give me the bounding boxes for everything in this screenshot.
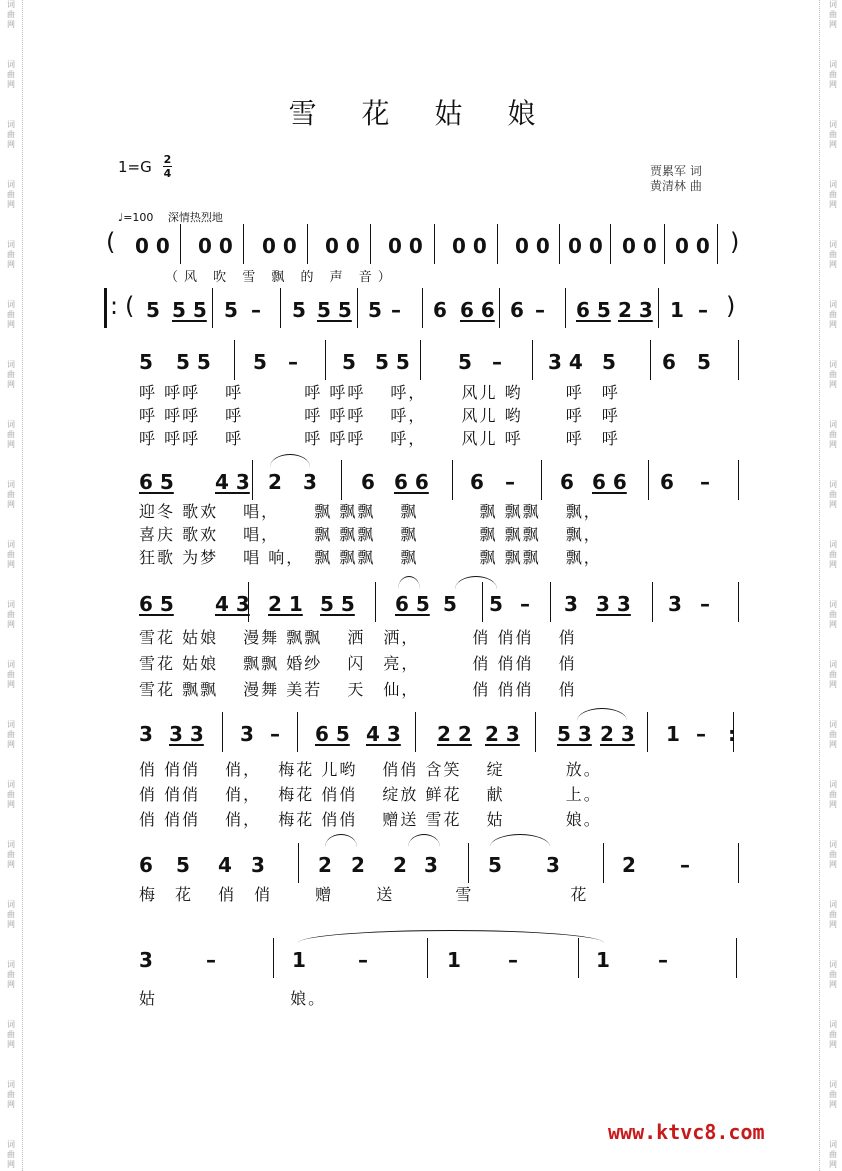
lyric-line: 雪花 姑娘 漫舞 飘飘 洒 洒， 俏 俏俏 俏 <box>139 628 577 647</box>
bar-line <box>297 712 298 752</box>
note: : <box>728 722 736 746</box>
paren-glyph: ( <box>125 292 135 320</box>
note: 2 <box>318 853 332 877</box>
watermark-text: 词 曲 网 <box>829 960 837 989</box>
site-logo: www.ktvc8.com <box>608 1120 765 1144</box>
note: 0 0 <box>388 234 423 258</box>
note: 5 5 <box>375 350 410 374</box>
watermark-text: 词 曲 网 <box>7 1140 15 1169</box>
note: 5 <box>224 298 238 322</box>
watermark-text: 词 曲 网 <box>7 120 15 149</box>
bar-line <box>452 460 453 500</box>
note: 5 <box>697 350 711 374</box>
watermark-text: 词 曲 网 <box>7 540 15 569</box>
tie-arc <box>325 834 357 847</box>
note: 6 5 <box>139 470 174 494</box>
bar-line <box>610 224 611 264</box>
note: 0 0 <box>325 234 360 258</box>
bar-line <box>603 843 604 883</box>
bar-line <box>648 460 649 500</box>
watermark-text: 词 曲 网 <box>829 720 837 749</box>
note: 6 <box>433 298 447 322</box>
watermark-text: 词 曲 网 <box>829 60 837 89</box>
note: 2 <box>393 853 407 877</box>
lyric-line: 俏 俏俏 俏， 梅花 俏俏 绽放 鲜花 献 上。 <box>139 785 602 804</box>
note: 3 <box>546 853 560 877</box>
note: – <box>391 298 401 322</box>
note: 6 5 <box>139 592 174 616</box>
note: 3 <box>240 722 254 746</box>
note: 6 6 <box>394 470 429 494</box>
bar-line <box>252 460 253 500</box>
lyric-line: 雪花 姑娘 飘飘 婚纱 闪 亮， 俏 俏俏 俏 <box>139 654 577 673</box>
bar-line <box>664 224 665 264</box>
note: 5 <box>488 853 502 877</box>
note: 2 1 <box>268 592 303 616</box>
song-title: 雪 花 姑 娘 <box>288 97 554 130</box>
note: – <box>492 350 502 374</box>
note: 0 0 <box>568 234 603 258</box>
tie-arc <box>298 930 604 943</box>
watermark-text: 词 曲 网 <box>7 300 15 329</box>
bar-line <box>222 712 223 752</box>
tie-arc <box>398 576 420 589</box>
paren-glyph: : <box>110 292 119 320</box>
note: 5 <box>146 298 160 322</box>
bar-line <box>535 712 536 752</box>
note: 2 <box>351 853 365 877</box>
bar-line <box>415 712 416 752</box>
note: 5 <box>602 350 616 374</box>
bar-line <box>559 224 560 264</box>
right-watermark-strip <box>819 0 842 1171</box>
note: 4 <box>218 853 232 877</box>
lyric-line: 俏 俏俏 俏， 梅花 儿哟 俏俏 含笑 绽 放。 <box>139 760 602 779</box>
intro-subtitle: （风 吹 雪 飘 的 声 音） <box>165 270 397 285</box>
bar-line <box>422 288 423 328</box>
bar-line <box>212 288 213 328</box>
note: – <box>270 722 280 746</box>
paren-glyph: ) <box>730 228 740 256</box>
watermark-text: 词 曲 网 <box>829 600 837 629</box>
note: 3 <box>668 592 682 616</box>
lyricist-credit: 贾累军 词 <box>650 164 702 178</box>
bar-line <box>307 224 308 264</box>
note: 6 <box>510 298 524 322</box>
bar-line <box>738 460 739 500</box>
note: – <box>658 948 668 972</box>
bar-line <box>357 288 358 328</box>
note: 0 0 <box>452 234 487 258</box>
note: 1 <box>670 298 684 322</box>
time-sig-bottom: 4 <box>163 167 172 180</box>
bar-line <box>738 843 739 883</box>
left-watermark-strip <box>0 0 23 1171</box>
bar-line <box>717 224 718 264</box>
note: – <box>508 948 518 972</box>
bar-line <box>234 340 235 380</box>
note: 6 5 <box>576 298 611 322</box>
watermark-text: 词 曲 网 <box>829 0 837 29</box>
lyric-line: 狂歌 为梦 唱 响， 飘 飘飘 飘 飘 飘飘 飘， <box>139 548 602 567</box>
watermark-text: 词 曲 网 <box>829 840 837 869</box>
note: 5 5 <box>172 298 207 322</box>
note: 2 3 <box>618 298 653 322</box>
note: 4 3 <box>366 722 401 746</box>
bar-line <box>652 582 653 622</box>
repeat-bar <box>104 288 107 328</box>
bar-line <box>280 288 281 328</box>
watermark-text: 词 曲 网 <box>7 480 15 509</box>
note: 3 <box>139 948 153 972</box>
note: 5 5 <box>317 298 352 322</box>
note: – <box>358 948 368 972</box>
bar-line <box>248 582 249 622</box>
bar-line <box>420 340 421 380</box>
note: 3 <box>251 853 265 877</box>
note: 2 2 <box>437 722 472 746</box>
watermark-text: 词 曲 网 <box>7 240 15 269</box>
note: 5 <box>443 592 457 616</box>
bar-line <box>273 938 274 978</box>
bar-line <box>341 460 342 500</box>
time-sig-top: 2 <box>163 153 172 166</box>
note: 5 <box>489 592 503 616</box>
note: 4 3 <box>215 592 250 616</box>
watermark-text: 词 曲 网 <box>829 240 837 269</box>
composer-credit: 黄清林 曲 <box>650 179 702 193</box>
watermark-text: 词 曲 网 <box>829 420 837 449</box>
paren-glyph: ) <box>726 292 736 320</box>
note: 3 <box>139 722 153 746</box>
watermark-text: 词 曲 网 <box>7 720 15 749</box>
note: – <box>251 298 261 322</box>
note: 6 6 <box>592 470 627 494</box>
bar-line <box>738 340 739 380</box>
note: – <box>520 592 530 616</box>
bar-line <box>370 224 371 264</box>
note: 5 <box>253 350 267 374</box>
note: 2 3 <box>600 722 635 746</box>
tie-arc <box>490 834 550 847</box>
note: 3 3 <box>596 592 631 616</box>
note: 5 <box>342 350 356 374</box>
watermark-text: 词 曲 网 <box>829 480 837 509</box>
watermark-text: 词 曲 网 <box>829 1140 837 1169</box>
bar-line <box>427 938 428 978</box>
bar-line <box>736 938 737 978</box>
watermark-text: 词 曲 网 <box>7 780 15 809</box>
note: 3 3 <box>169 722 204 746</box>
watermark-text: 词 曲 网 <box>7 0 15 29</box>
watermark-text: 词 曲 网 <box>7 60 15 89</box>
bar-line <box>375 582 376 622</box>
tie-arc <box>270 454 310 467</box>
bar-line <box>468 843 469 883</box>
bar-line <box>733 712 734 752</box>
note: 5 <box>368 298 382 322</box>
note: – <box>700 470 710 494</box>
bar-line <box>497 224 498 264</box>
note: 6 <box>470 470 484 494</box>
bar-line <box>532 340 533 380</box>
note: – <box>698 298 708 322</box>
bar-line <box>738 582 739 622</box>
lyric-line: 俏 俏俏 俏， 梅花 俏俏 赠送 雪花 姑 娘。 <box>139 810 602 829</box>
lyric-line: 呼 呼呼 呼 呼 呼呼 呼， 风儿 哟 呼 呼 <box>139 406 620 425</box>
lyric-line: 迎冬 歌欢 唱， 飘 飘飘 飘 飘 飘飘 飘， <box>139 502 602 521</box>
bar-line <box>565 288 566 328</box>
bar-line <box>298 843 299 883</box>
note: 3 <box>564 592 578 616</box>
note: 5 <box>292 298 306 322</box>
note: 1 <box>596 948 610 972</box>
note: – <box>700 592 710 616</box>
note: 6 <box>560 470 574 494</box>
bar-line <box>499 288 500 328</box>
watermark-text: 词 曲 网 <box>829 780 837 809</box>
note: 3 <box>424 853 438 877</box>
bar-line <box>541 460 542 500</box>
lyric-line: 姑 娘。 <box>139 989 327 1008</box>
watermark-text: 词 曲 网 <box>829 660 837 689</box>
tempo-marking: ♩=100 深情热烈地 <box>118 211 223 224</box>
note: 5 <box>458 350 472 374</box>
tie-arc <box>408 834 440 847</box>
note: 0 0 <box>198 234 233 258</box>
note: 0 0 <box>515 234 550 258</box>
bar-line <box>647 712 648 752</box>
bar-line <box>658 288 659 328</box>
note: 5 5 <box>176 350 211 374</box>
watermark-text: 词 曲 网 <box>829 120 837 149</box>
watermark-text: 词 曲 网 <box>7 900 15 929</box>
lyric-line: 喜庆 歌欢 唱， 飘 飘飘 飘 飘 飘飘 飘， <box>139 525 602 544</box>
note: 0 0 <box>622 234 657 258</box>
watermark-text: 词 曲 网 <box>7 1080 15 1109</box>
note: 6 5 <box>315 722 350 746</box>
note: 5 <box>176 853 190 877</box>
note: 1 <box>447 948 461 972</box>
bar-line <box>325 340 326 380</box>
note: 5 3 <box>557 722 592 746</box>
time-signature <box>163 154 172 179</box>
note: – <box>535 298 545 322</box>
note: 6 <box>139 853 153 877</box>
note: 6 6 <box>460 298 495 322</box>
note: 2 3 <box>485 722 520 746</box>
note: 3 <box>303 470 317 494</box>
watermark-text: 词 曲 网 <box>7 360 15 389</box>
bar-line <box>650 340 651 380</box>
note: 5 <box>139 350 153 374</box>
watermark-text: 词 曲 网 <box>7 180 15 209</box>
note: 0 0 <box>135 234 170 258</box>
note: – <box>288 350 298 374</box>
note: 0 0 <box>262 234 297 258</box>
note: 1 <box>666 722 680 746</box>
note: 6 5 <box>395 592 430 616</box>
watermark-text: 词 曲 网 <box>829 1080 837 1109</box>
bar-line <box>578 938 579 978</box>
watermark-text: 词 曲 网 <box>829 360 837 389</box>
note: 6 <box>660 470 674 494</box>
lyric-line: 呼 呼呼 呼 呼 呼呼 呼， 风儿 呼 呼 呼 <box>139 429 620 448</box>
paren-glyph: ( <box>106 228 116 256</box>
watermark-text: 词 曲 网 <box>829 300 837 329</box>
lyric-line: 梅 花 俏 俏 赠 送 雪 花 <box>139 885 589 904</box>
note: – <box>680 853 690 877</box>
watermark-text: 词 曲 网 <box>7 960 15 989</box>
note: – <box>696 722 706 746</box>
note: 6 <box>662 350 676 374</box>
tie-arc <box>577 708 627 721</box>
watermark-text: 词 曲 网 <box>7 420 15 449</box>
note: 2 <box>268 470 282 494</box>
key-signature: 1=G <box>118 158 152 176</box>
watermark-text: 词 曲 网 <box>7 660 15 689</box>
note: 5 5 <box>320 592 355 616</box>
bar-line <box>180 224 181 264</box>
note: 6 <box>361 470 375 494</box>
bar-line <box>243 224 244 264</box>
watermark-text: 词 曲 网 <box>829 180 837 209</box>
note: 3 4 <box>548 350 583 374</box>
lyric-line: 呼 呼呼 呼 呼 呼呼 呼， 风儿 哟 呼 呼 <box>139 383 620 402</box>
note: 1 <box>292 948 306 972</box>
watermark-text: 词 曲 网 <box>829 540 837 569</box>
note: 4 3 <box>215 470 250 494</box>
lyric-line: 雪花 飘飘 漫舞 美若 天 仙， 俏 俏俏 俏 <box>139 680 577 699</box>
watermark-text: 词 曲 网 <box>829 900 837 929</box>
note: 2 <box>622 853 636 877</box>
watermark-text: 词 曲 网 <box>829 1020 837 1049</box>
bar-line <box>434 224 435 264</box>
bar-line <box>550 582 551 622</box>
note: 0 0 <box>675 234 710 258</box>
note: – <box>505 470 515 494</box>
tie-arc <box>455 576 497 589</box>
watermark-text: 词 曲 网 <box>7 600 15 629</box>
note: – <box>206 948 216 972</box>
watermark-text: 词 曲 网 <box>7 840 15 869</box>
watermark-text: 词 曲 网 <box>7 1020 15 1049</box>
